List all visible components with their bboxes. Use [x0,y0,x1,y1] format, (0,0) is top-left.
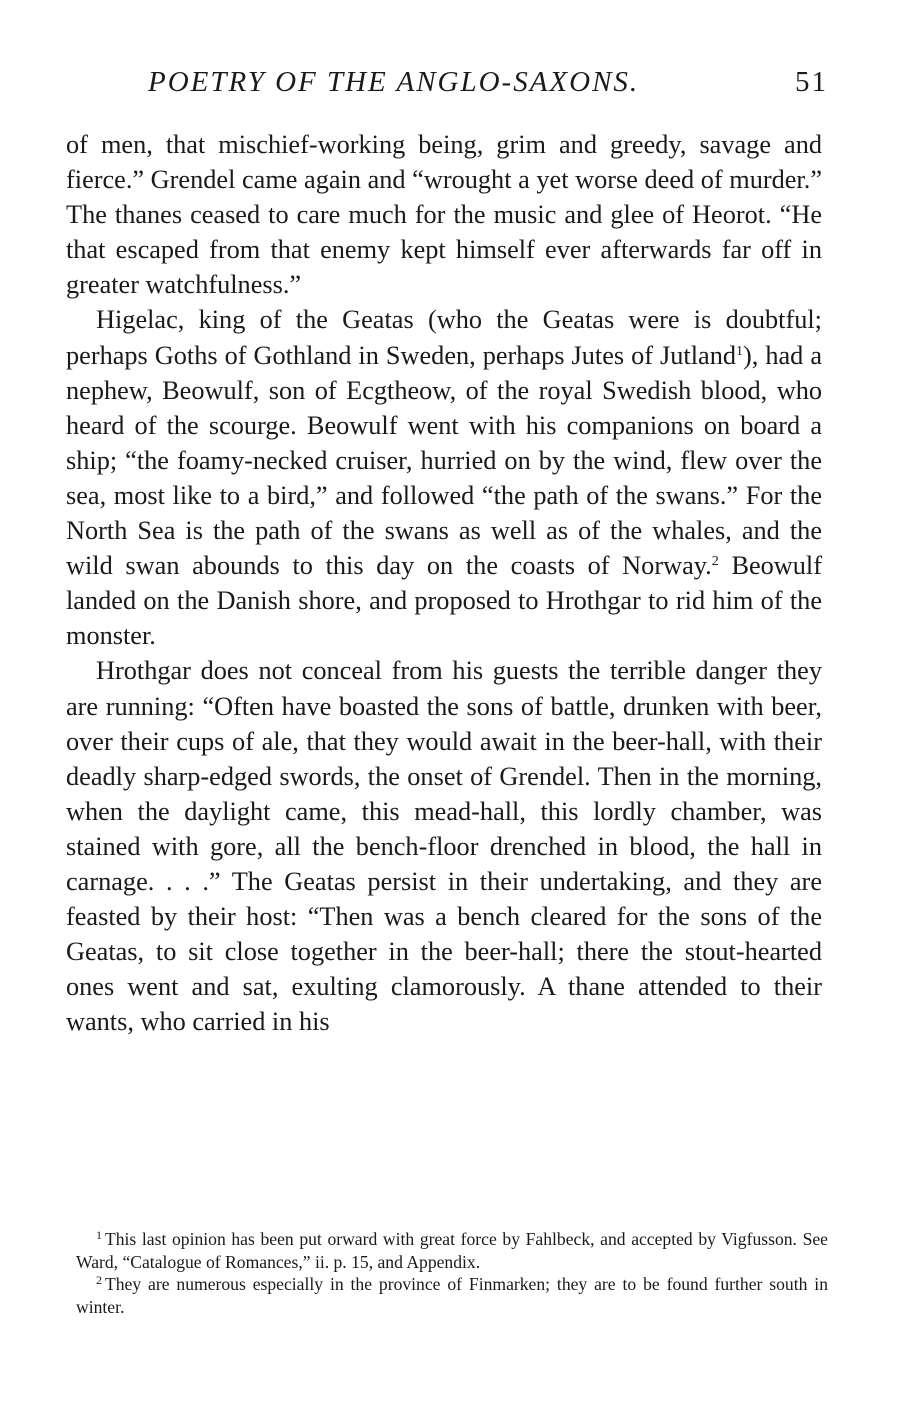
footnotes [76,1228,828,1318]
footnote-text-2: They are numerous especially in the province of Finmarken; they are to be found further south in winter. [76,1274,828,1317]
page-number: 51 [795,66,828,98]
paragraph-2-part-a: Higelac, king of the Geatas (who the Geatas were is doubtful; perhaps Goths of Gothland in Sweden, perhaps Jutes of Jutland [66,305,822,370]
paragraph-2 [66,302,822,653]
paragraph-2-part-c: Beowulf landed on the Danish shore, and proposed to Hrothgar to rid him of the monster. [66,551,823,651]
paragraph-2-part-b: ), had a nephew, Beowulf, son of Ecgtheow, of the royal Swedish blood, who heard of the scourge. Beowulf went with his companions on board a ship; “the foamy-necked cruiser, hurried on by the wind, flew over the sea, most like to a bird,” and followed “the path of the swans.” For the North Sea is the path of the swans as well as of the whales, and the wild swan abounds to this day on the coasts of Norway. [66,340,823,581]
footnote-ref-2: 2 [711,554,719,570]
footnote-mark-1: 1 [96,1228,102,1242]
footnote-2 [76,1273,828,1318]
footnote-ref-1: 1 [736,343,744,359]
footnote-mark-2: 2 [96,1273,102,1287]
page-header [148,66,828,106]
footnote-1 [76,1228,828,1273]
footnote-text-1: This last opinion has been put orward with great force by Fahlbeck, and accepted by Vigfusson. See Ward, “Catalogue of Romances,” ii. p. 15, and Appendix. [76,1229,828,1272]
running-title: POETRY OF THE ANGLO-SAXONS. [148,66,640,98]
paragraph-3: Hrothgar does not conceal from his guests the terrible danger they are running: “Often have boasted the sons of battle, drunken with beer, over their cups of ale, that they would await in the beer-hall, with their deadly sharp-edged swords, the onset of Grendel. Then in the morning, when the daylight came, this mead-hall, this lordly chamber, was stained with gore, all the bench-floor drenched in blood, the hall in carnage. . . .” The Geatas persist in their undertaking, and they are feasted by their host: “Then was a bench cleared for the sons of the Geatas, to sit close together in the beer-hall; there the stout-hearted ones went and sat, exulting clamorously. A thane attended to their wants, who carried in his [66,656,822,1037]
body-text [66,127,822,1039]
paragraph-1: of men, that mischief-working being, grim and greedy, savage and fierce.” Grendel came again and “wrought a yet worse deed of murder.” The thanes ceased to care much for the music and glee of Heorot. “He that escaped from that enemy kept himself ever afterwards far off in greater watchfulness.” [66,130,822,300]
